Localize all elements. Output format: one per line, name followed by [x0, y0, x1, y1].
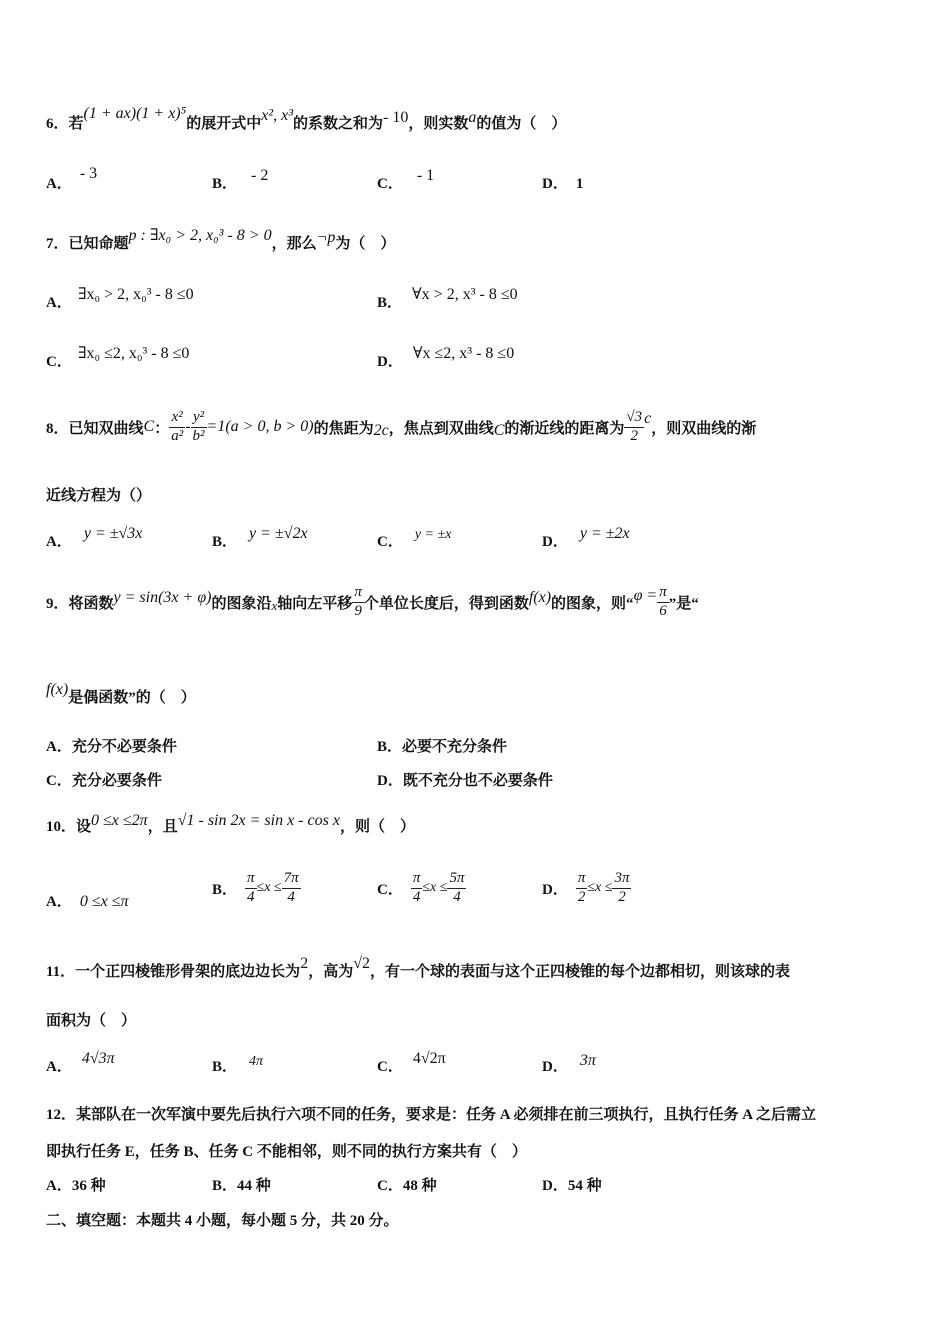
q6-option-a: A．- 3 [46, 165, 98, 192]
question-9: 9．将函数 y = sin(3x + φ) 的图象沿 x 轴向左平移 $\frac{\pi}{9}$ 个单位长度后，得到函数 f(x) 的图象，则“ φ = $\frac{\pi}{6}$ ”是“ [46, 584, 699, 619]
q12-option-d: D．54 种 [542, 1178, 602, 1194]
q11-option-a: A． 4√3π [46, 1050, 115, 1075]
q10-option-a: A． 0 ≤x ≤π [46, 893, 129, 910]
q6-option-b: B． - 2 [212, 167, 269, 192]
q7-option-d: D． ∀x ≤2, x³ - 8 ≤0 [377, 345, 515, 370]
question-11: 11．一个正四棱锥形骨架的底边边长为2，高为√2，有一个球的表面与这个正四棱锥的每个边都相切，则该球的表 [46, 955, 790, 980]
section-heading-fill-in: 二、填空题：本题共 4 小题，每小题 5 分，共 20 分。 [46, 1213, 399, 1229]
q9-option-c: C．充分必要条件 [46, 773, 162, 789]
question-12-line-2: 即执行任务 E，任务 B、任务 C 不能相邻，则不同的执行方案共有（ ） [46, 1144, 527, 1160]
question-9-line-2: f(x)是偶函数”的（ ） [46, 681, 196, 706]
q11-option-b: B． 4π [212, 1054, 264, 1075]
q6-option-d: D． 1 [542, 176, 584, 192]
question-8-line-2: 近线方程为（） [46, 488, 152, 504]
question-7: 7．已知命题p : ∃x₀ > 2, x₀³ - 8 > 0，那么¬p为（ ） [46, 227, 396, 252]
fraction-y2-b2: $\frac{\text{y²}}{\text{b²}}$ [192, 409, 205, 444]
question-6: 6．若(1 + ax)(1 + x)⁵的展开式中x², x³的系数之和为- 10，则实数a的值为（ ） [46, 105, 567, 132]
question-10: 10．设0 ≤x ≤2π，且√1 - sin 2x = sin x - cos x，则（ ） [46, 812, 415, 835]
q11-option-d: D． 3π [542, 1052, 596, 1075]
q10-option-d: D． $\frac{\pi}{2}$ ≤x ≤ $\frac{3\pi}{2}$ [542, 870, 630, 905]
q7-option-b: B． ∀x > 2, x³ - 8 ≤0 [377, 286, 518, 311]
q8-option-c: C． y = ±x [377, 527, 452, 550]
q8-option-d: D． y = ±2x [542, 525, 630, 550]
fraction-sqrt3-2: $\frac{√3}{2}$ [626, 409, 643, 444]
question-11-line-2: 面积为（ ） [46, 1013, 137, 1029]
q9-option-b: B．必要不充分条件 [377, 739, 508, 755]
q10-option-b: B． $\frac{\pi}{4}$ ≤x ≤ $\frac{7\pi}{4}$ [212, 870, 299, 905]
q12-option-b: B．44 种 [212, 1178, 271, 1194]
q10-option-c: C． $\frac{\pi}{4}$ ≤x ≤ $\frac{5\pi}{4}$ [377, 870, 465, 905]
q6-option-c: C． - 1 [377, 167, 435, 192]
q8-option-a: A． y = ±√3x [46, 525, 143, 550]
question-12: 12．某部队在一次军演中要先后执行六项不同的任务，要求是：任务 A 必须排在前三项执行，且执行任务 A 之后需立 [46, 1107, 817, 1123]
q12-option-a: A．36 种 [46, 1178, 106, 1194]
q9-option-a: A．充分不必要条件 [46, 739, 177, 755]
q11-option-c: C． 4√2π [377, 1050, 446, 1075]
fraction-pi-6: $\frac{\pi}{6}$ [659, 584, 667, 619]
q7-option-c: C． ∃x₀ ≤2, x₀³ - 8 ≤0 [46, 345, 190, 370]
q7-option-a: A． ∃x₀ > 2, x₀³ - 8 ≤0 [46, 286, 194, 311]
question-8: 8．已知双曲线 C ： $\frac{\text{x²}}{\text{a²}}$ - $\frac{\text{y²}}{\text{b²}}$ =1(a > 0, b > 0) 的焦距为 2c ，焦点到双曲线 C 的渐近线的距离为 $\frac{√3}{2}$ c ，则双曲线的渐 [46, 409, 757, 444]
q12-option-c: C．48 种 [377, 1178, 437, 1194]
q8-option-b: B． y = ±√2x [212, 525, 308, 550]
q9-option-d: D．既不充分也不必要条件 [377, 773, 553, 789]
fraction-x2-a2: $\frac{\text{x²}}{\text{a²}}$ [171, 409, 184, 444]
fraction-pi-9: $\frac{\pi}{9}$ [354, 584, 362, 619]
